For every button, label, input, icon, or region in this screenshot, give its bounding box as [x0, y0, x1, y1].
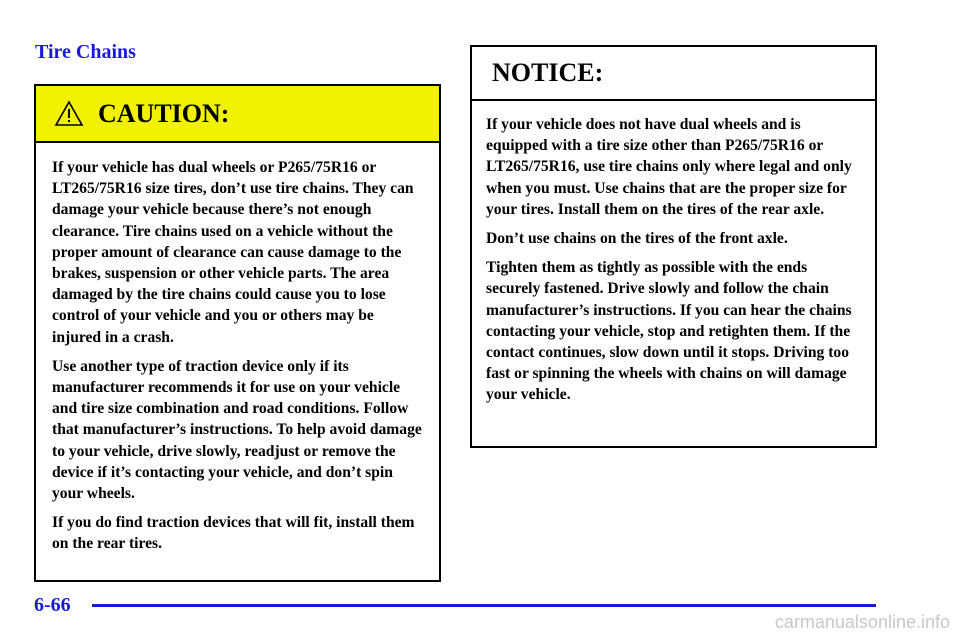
caution-paragraph: If your vehicle has dual wheels or P265/75R16 or LT265/75R16 size tires, don’t use tire chains. They can damage your vehicle because there’s not enough clearance. Tire chains used on a vehicle without the proper amount of clearance can cause damage to the brakes, suspension or other vehicle parts. The area damaged by the tire chains could cause you to lose control of your vehicle and you or others may be injured in a crash. [52, 159, 414, 346]
caution-body [36, 143, 439, 555]
warning-triangle-icon [54, 100, 84, 127]
caution-header [36, 86, 439, 143]
notice-body [472, 101, 875, 406]
notice-paragraph: If your vehicle does not have dual wheels and is equipped with a tire size other than P265/75R16 or LT265/75R16, use tire chains only where legal and only when you must. Use chains that are the proper size for your tires. Install them on the tires of the rear axle. [486, 116, 852, 218]
section-title: Tire Chains [35, 41, 136, 63]
notice-paragraph: Tighten them as tightly as possible with the ends securely fastened. Drive slowly and follow the chain manufacturer’s instructions. If you can hear the chains contacting your vehicle, stop and retighten them. If the contact continues, slow down until it stops. Driving too fast or spinning the wheels with chains on will damage your vehicle. [486, 259, 852, 404]
watermark: carmanualsonline.info [774, 612, 950, 632]
notice-heading: NOTICE: [492, 58, 604, 87]
notice-box [470, 45, 877, 448]
caution-paragraph: If you do find traction devices that will fit, install them on the rear tires. [52, 514, 415, 553]
caution-paragraph: Use another type of traction device only if its manufacturer recommends it for use on your vehicle and tire size combination and road conditions. Follow that manufacturer’s instructions. To help avoid damage to your vehicle, drive slowly, readjust or remove the device if it’s contacting your vehicle, and don’t spin your wheels. [52, 357, 422, 503]
notice-header [472, 47, 875, 101]
caution-heading: CAUTION: [98, 98, 230, 128]
notice-paragraph: Don’t use chains on the tires of the front axle. [486, 230, 788, 248]
page-number: 6-66 [34, 594, 71, 616]
caution-box [34, 84, 441, 582]
footer-rule [92, 604, 876, 607]
